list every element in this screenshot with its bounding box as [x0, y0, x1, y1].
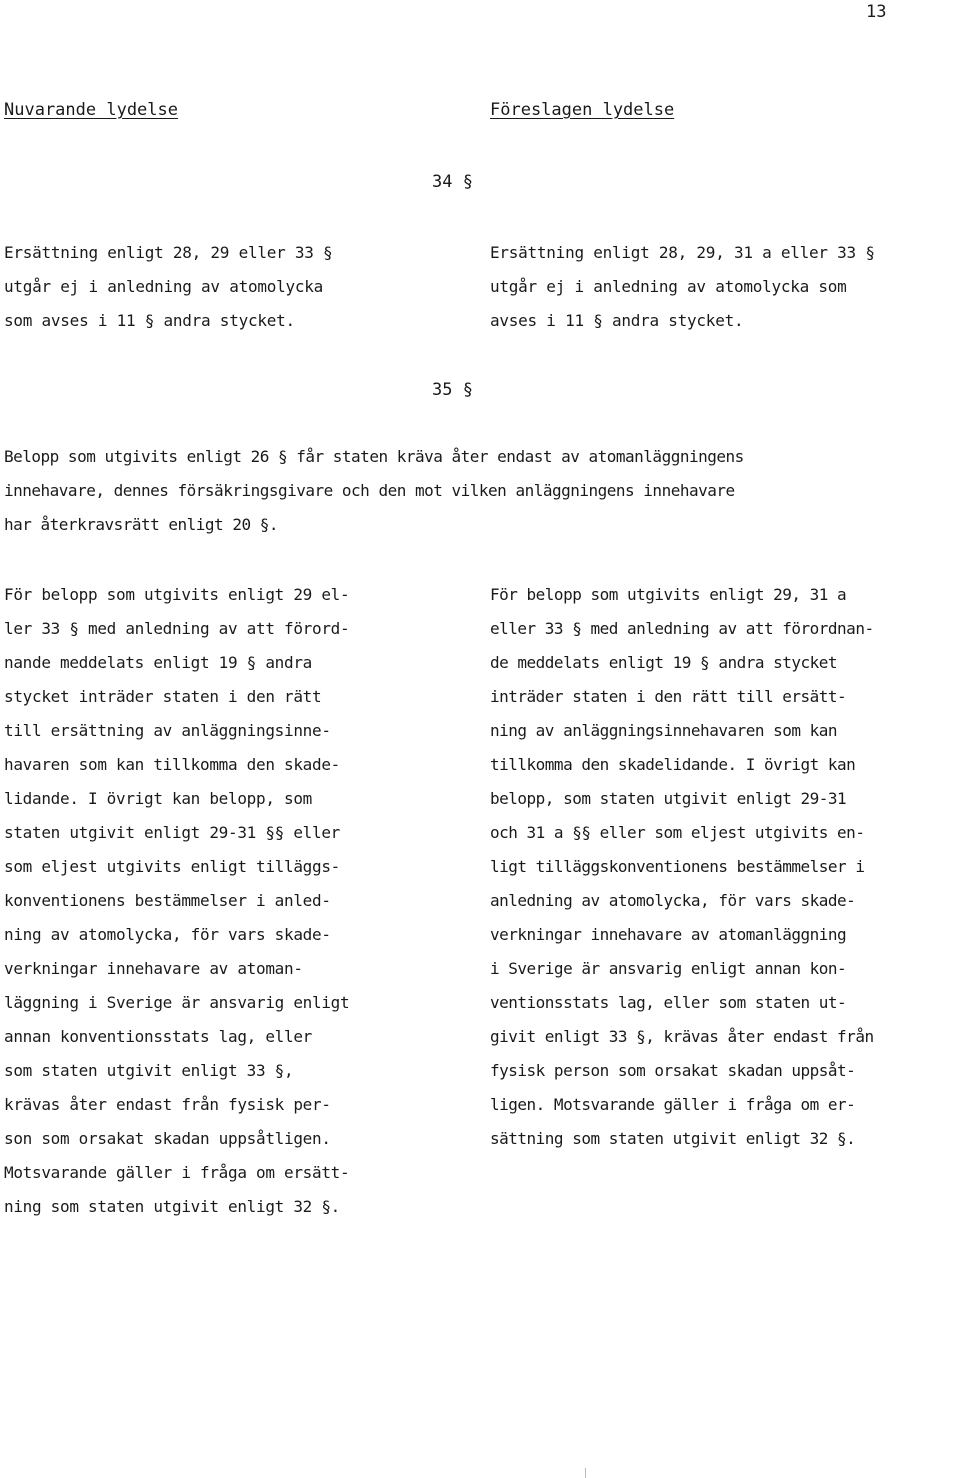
text-line: utgår ej i anledning av atomolycka — [4, 277, 324, 296]
text-line: son som orsakat skadan uppsåtligen. — [4, 1129, 331, 1148]
text-line: Ersättning enligt 28, 29 eller 33 § — [4, 243, 333, 262]
text-line: eller 33 § med anledning av att förordnan- — [490, 619, 874, 638]
text-line: och 31 a §§ eller som eljest utgivits en- — [490, 823, 865, 842]
text-line: utgår ej i anledning av atomolycka som — [490, 277, 847, 296]
text-line: tillkomma den skadelidande. I övrigt kan — [490, 755, 856, 774]
text-line: de meddelats enligt 19 § andra stycket — [490, 653, 838, 672]
text-line: till ersättning av anläggningsinne- — [4, 721, 331, 740]
text-line: i Sverige är ansvarig enligt annan kon- — [490, 959, 847, 978]
text-line: havaren som kan tillkomma den skade- — [4, 755, 340, 774]
text-line: som staten utgivit enligt 33 §, — [4, 1061, 294, 1080]
text-line: avses i 11 § andra stycket. — [490, 311, 744, 330]
page-number: 13 — [866, 2, 887, 22]
text-line: belopp, som staten utgivit enligt 29-31 — [490, 789, 847, 808]
text-line: ning av anläggningsinnehavaren som kan — [490, 721, 838, 740]
text-line: nande meddelats enligt 19 § andra — [4, 653, 312, 672]
text-line: verkningar innehavare av atoman- — [4, 959, 303, 978]
text-line: Ersättning enligt 28, 29, 31 a eller 33 § — [490, 243, 875, 262]
text-line: Belopp som utgivits enligt 26 § får staten kräva åter endast av atomanläggningens — [4, 447, 744, 466]
text-line: innehavare, dennes försäkringsgivare och den mot vilken anläggningens innehavare — [4, 481, 735, 500]
text-line: har återkravsrätt enligt 20 §. — [4, 515, 278, 534]
heading-current-wording: Nuvarande lydelse — [4, 100, 178, 120]
section-35-heading: 35 § — [432, 380, 473, 400]
text-line: ler 33 § med anledning av att förord- — [4, 619, 350, 638]
section-34-heading: 34 § — [432, 172, 473, 192]
text-line: ning som staten utgivit enligt 32 §. — [4, 1197, 340, 1216]
text-line: För belopp som utgivits enligt 29, 31 a — [490, 585, 847, 604]
text-line: givit enligt 33 §, krävas åter endast från — [490, 1027, 874, 1046]
section-34-proposed-text — [490, 236, 875, 338]
scan-mark — [585, 1468, 586, 1478]
text-line: ligt tilläggskonventionens bestämmelser i — [490, 857, 865, 876]
text-line: ligen. Motsvarande gäller i fråga om er- — [490, 1095, 856, 1114]
text-line: För belopp som utgivits enligt 29 el- — [4, 585, 350, 604]
section-35-proposed-paragraph — [490, 578, 874, 1156]
text-line: sättning som staten utgivit enligt 32 §. — [490, 1129, 856, 1148]
text-line: lidande. I övrigt kan belopp, som — [4, 789, 312, 808]
text-line: fysisk person som orsakat skadan uppsåt- — [490, 1061, 856, 1080]
text-line: stycket inträder staten i den rätt — [4, 687, 322, 706]
text-line: staten utgivit enligt 29-31 §§ eller — [4, 823, 340, 842]
text-line: inträder staten i den rätt till ersätt- — [490, 687, 847, 706]
text-line: som eljest utgivits enligt tilläggs- — [4, 857, 340, 876]
text-line: som avses i 11 § andra stycket. — [4, 311, 295, 330]
text-line: annan konventionsstats lag, eller — [4, 1027, 312, 1046]
text-line: ventionsstats lag, eller som staten ut- — [490, 993, 847, 1012]
section-35-common-text — [4, 440, 744, 542]
section-35-current-paragraph — [4, 578, 349, 1224]
text-line: läggning i Sverige är ansvarig enligt — [4, 993, 350, 1012]
text-line: verkningar innehavare av atomanläggning — [490, 925, 847, 944]
text-line: krävas åter endast från fysisk per- — [4, 1095, 331, 1114]
text-line: anledning av atomolycka, för vars skade- — [490, 891, 856, 910]
text-line: Motsvarande gäller i fråga om ersätt- — [4, 1163, 350, 1182]
section-34-current-text — [4, 236, 332, 338]
text-line: konventionens bestämmelser i anled- — [4, 891, 331, 910]
text-line: ning av atomolycka, för vars skade- — [4, 925, 331, 944]
heading-proposed-wording: Föreslagen lydelse — [490, 100, 675, 120]
